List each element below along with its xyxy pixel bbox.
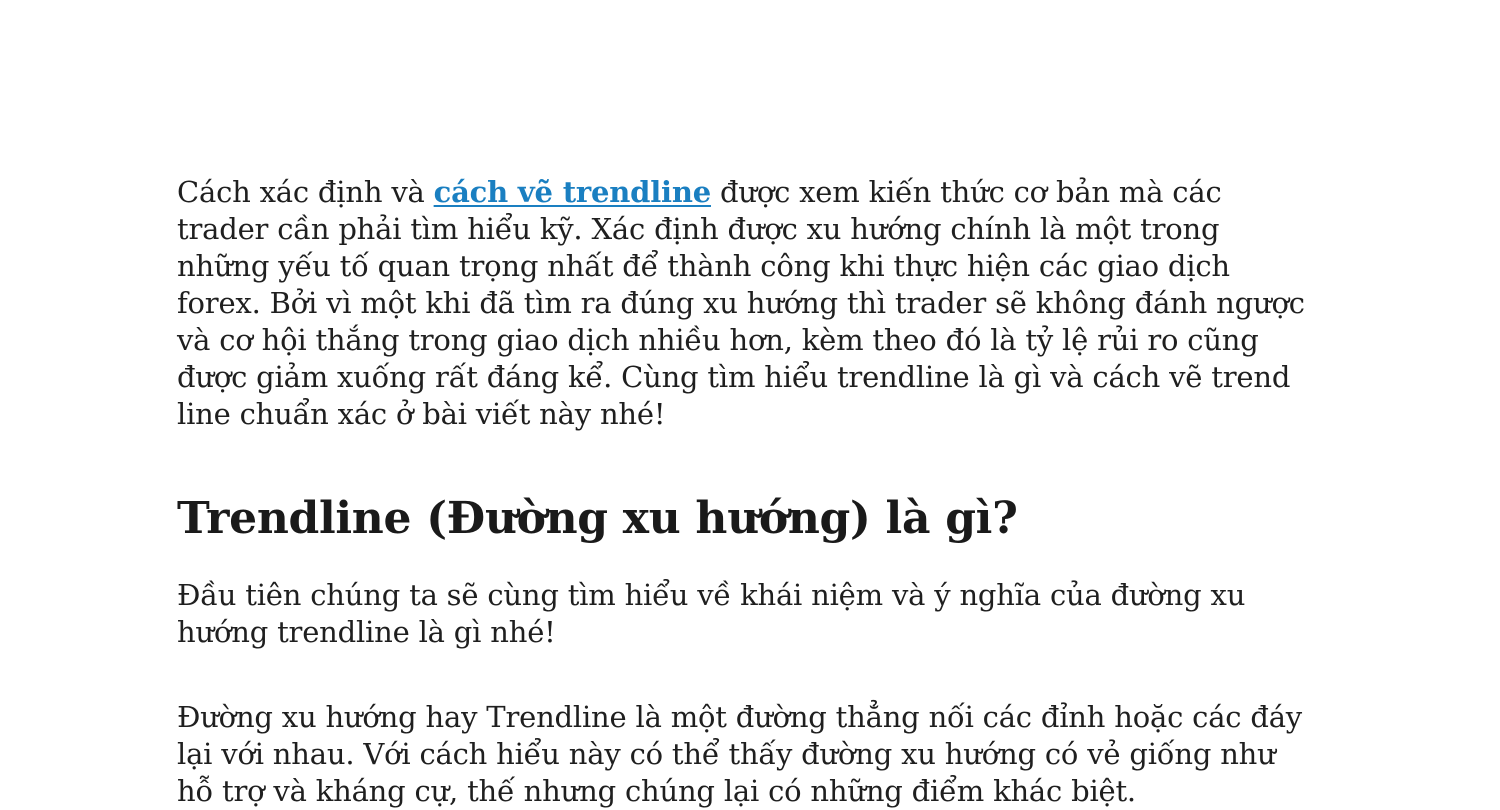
trendline-drawing-link[interactable]: cách vẽ trendline bbox=[433, 175, 711, 209]
intro-paragraph bbox=[177, 174, 1317, 433]
intro-text-before-link: Cách xác định và bbox=[177, 175, 434, 209]
section-heading: Trendline (Đường xu hướng) là gì? bbox=[177, 493, 1018, 544]
section-paragraph-1: Đầu tiên chúng ta sẽ cùng tìm hiểu về khái niệm và ý nghĩa của đường xu hướng trendline là gì nhé! bbox=[177, 578, 1246, 649]
section-paragraph-2: Đường xu hướng hay Trendline là một đường thẳng nối các đỉnh hoặc các đáy lại với nhau. Với cách hiểu này có thể thấy đường xu hướng có vẻ giống như hỗ trợ và kháng cự, thế nhưng chúng lại có những điểm khác biệt. bbox=[177, 700, 1302, 808]
intro-text-after-link: được xem kiến thức cơ bản mà các trader cần phải tìm hiểu kỹ. Xác định được xu hướng chính là một trong những yếu tố quan trọng nhất để thành công khi thực hiện các giao dịch forex. Bởi vì một khi đã tìm ra đúng xu hướng thì trader sẽ không đánh ngược và cơ hội thắng trong giao dịch nhiều hơn, kèm theo đó là tỷ lệ rủi ro cũng được giảm xuống rất đáng kể. Cùng tìm hiểu trendline là gì và cách vẽ trend line chuẩn xác ở bài viết này nhé! bbox=[177, 175, 1305, 431]
article-content bbox=[177, 174, 1317, 810]
